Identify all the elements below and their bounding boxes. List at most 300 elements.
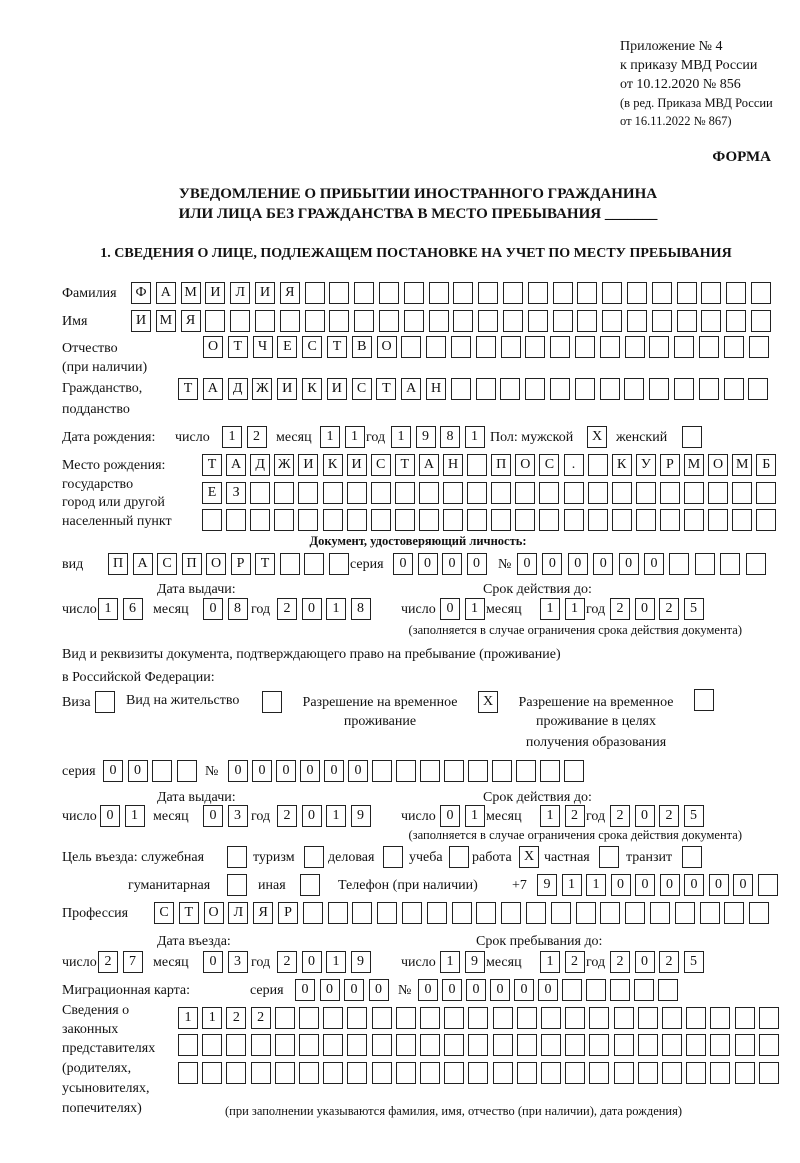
char-cell[interactable]	[444, 1007, 464, 1029]
char-cell[interactable]	[759, 1007, 779, 1029]
char-cell[interactable]	[329, 310, 349, 332]
char-cell[interactable]	[202, 1062, 222, 1084]
char-cell[interactable]	[467, 509, 487, 531]
char-cell[interactable]	[539, 482, 559, 504]
char-cell[interactable]: 0	[442, 979, 462, 1001]
migration-number-field[interactable]	[418, 979, 678, 1001]
char-cell[interactable]	[686, 1034, 706, 1056]
char-cell[interactable]	[515, 509, 535, 531]
char-cell[interactable]: А	[419, 454, 439, 476]
char-cell[interactable]: 9	[351, 805, 371, 827]
char-cell[interactable]: 1	[586, 874, 606, 896]
char-cell[interactable]: Т	[255, 553, 275, 575]
char-cell[interactable]	[429, 310, 449, 332]
char-cell[interactable]	[500, 378, 520, 400]
char-cell[interactable]: 7	[123, 951, 143, 973]
stay-issue-year-field[interactable]	[277, 805, 371, 827]
char-cell[interactable]	[354, 282, 374, 304]
char-cell[interactable]	[328, 902, 348, 924]
char-cell[interactable]	[452, 902, 472, 924]
char-cell[interactable]	[300, 874, 320, 896]
char-cell[interactable]: 0	[619, 553, 639, 575]
profession-field[interactable]	[154, 902, 769, 924]
char-cell[interactable]	[453, 282, 473, 304]
char-cell[interactable]: С	[371, 454, 391, 476]
char-cell[interactable]	[553, 282, 573, 304]
char-cell[interactable]	[305, 310, 325, 332]
char-cell[interactable]	[372, 760, 392, 782]
char-cell[interactable]: П	[182, 553, 202, 575]
char-cell[interactable]: 0	[514, 979, 534, 1001]
char-cell[interactable]: 0	[467, 553, 487, 575]
id-issue-day-field[interactable]	[98, 598, 143, 620]
char-cell[interactable]	[427, 902, 447, 924]
char-cell[interactable]	[396, 760, 416, 782]
char-cell[interactable]: 0	[709, 874, 729, 896]
char-cell[interactable]: Т	[327, 336, 347, 358]
char-cell[interactable]	[305, 282, 325, 304]
char-cell[interactable]	[517, 1062, 537, 1084]
char-cell[interactable]	[625, 902, 645, 924]
char-cell[interactable]: Ф	[131, 282, 151, 304]
char-cell[interactable]: Е	[202, 482, 222, 504]
char-cell[interactable]	[262, 691, 282, 713]
char-cell[interactable]	[759, 1034, 779, 1056]
char-cell[interactable]	[756, 482, 776, 504]
char-cell[interactable]: 0	[442, 553, 462, 575]
char-cell[interactable]	[551, 902, 571, 924]
char-cell[interactable]: 0	[684, 874, 704, 896]
char-cell[interactable]	[467, 454, 487, 476]
char-cell[interactable]	[274, 509, 294, 531]
char-cell[interactable]: Ч	[253, 336, 273, 358]
char-cell[interactable]	[371, 509, 391, 531]
char-cell[interactable]: Е	[277, 336, 297, 358]
char-cell[interactable]: 0	[440, 805, 460, 827]
char-cell[interactable]	[347, 482, 367, 504]
char-cell[interactable]: 1	[465, 805, 485, 827]
char-cell[interactable]	[347, 509, 367, 531]
stay-month-field[interactable]	[540, 951, 585, 973]
char-cell[interactable]: А	[156, 282, 176, 304]
char-cell[interactable]	[602, 310, 622, 332]
char-cell[interactable]: Т	[395, 454, 415, 476]
char-cell[interactable]	[227, 846, 247, 868]
reps-field-row-1[interactable]	[178, 1007, 779, 1029]
entry-year-field[interactable]	[277, 951, 371, 973]
char-cell[interactable]: 0	[611, 874, 631, 896]
char-cell[interactable]: Л	[230, 282, 250, 304]
char-cell[interactable]: 2	[251, 1007, 271, 1029]
char-cell[interactable]	[735, 1007, 755, 1029]
char-cell[interactable]	[177, 760, 197, 782]
char-cell[interactable]	[625, 336, 645, 358]
char-cell[interactable]	[612, 509, 632, 531]
reps-field-row-2[interactable]	[178, 1034, 779, 1056]
char-cell[interactable]	[575, 336, 595, 358]
char-cell[interactable]: 0	[418, 979, 438, 1001]
char-cell[interactable]: 9	[537, 874, 557, 896]
char-cell[interactable]	[323, 482, 343, 504]
char-cell[interactable]	[749, 336, 769, 358]
name-field[interactable]	[131, 310, 771, 332]
char-cell[interactable]: 2	[659, 598, 679, 620]
char-cell[interactable]	[638, 1034, 658, 1056]
char-cell[interactable]: 0	[302, 951, 322, 973]
char-cell[interactable]	[575, 378, 595, 400]
char-cell[interactable]	[493, 1007, 513, 1029]
char-cell[interactable]: 3	[228, 805, 248, 827]
char-cell[interactable]	[528, 282, 548, 304]
char-cell[interactable]	[677, 310, 697, 332]
char-cell[interactable]	[586, 979, 606, 1001]
purpose-official-checkbox[interactable]	[227, 846, 247, 868]
char-cell[interactable]: 0	[203, 598, 223, 620]
char-cell[interactable]	[541, 1062, 561, 1084]
char-cell[interactable]	[347, 1007, 367, 1029]
purpose-study-checkbox[interactable]	[449, 846, 469, 868]
char-cell[interactable]: Н	[426, 378, 446, 400]
char-cell[interactable]	[251, 1034, 271, 1056]
id-valid-day-field[interactable]	[440, 598, 485, 620]
char-cell[interactable]	[323, 1062, 343, 1084]
char-cell[interactable]	[662, 1007, 682, 1029]
char-cell[interactable]	[444, 760, 464, 782]
char-cell[interactable]	[493, 1062, 513, 1084]
char-cell[interactable]	[395, 509, 415, 531]
birthplace-field-row-2[interactable]	[202, 482, 776, 504]
id-series-field[interactable]	[393, 553, 487, 575]
char-cell[interactable]	[636, 509, 656, 531]
id-valid-year-field[interactable]	[610, 598, 704, 620]
char-cell[interactable]: О	[515, 454, 535, 476]
char-cell[interactable]	[404, 282, 424, 304]
char-cell[interactable]	[478, 310, 498, 332]
char-cell[interactable]	[205, 310, 225, 332]
char-cell[interactable]: 0	[593, 553, 613, 575]
char-cell[interactable]	[526, 902, 546, 924]
char-cell[interactable]	[726, 310, 746, 332]
char-cell[interactable]: А	[226, 454, 246, 476]
char-cell[interactable]	[95, 691, 115, 713]
char-cell[interactable]	[372, 1034, 392, 1056]
char-cell[interactable]: 2	[247, 426, 267, 448]
char-cell[interactable]	[588, 509, 608, 531]
char-cell[interactable]: Я	[253, 902, 273, 924]
char-cell[interactable]: 2	[277, 805, 297, 827]
char-cell[interactable]: З	[226, 482, 246, 504]
char-cell[interactable]	[274, 482, 294, 504]
char-cell[interactable]	[275, 1007, 295, 1029]
char-cell[interactable]	[280, 553, 300, 575]
char-cell[interactable]	[396, 1034, 416, 1056]
char-cell[interactable]	[589, 1007, 609, 1029]
char-cell[interactable]	[724, 378, 744, 400]
char-cell[interactable]	[599, 846, 619, 868]
char-cell[interactable]	[420, 1062, 440, 1084]
char-cell[interactable]: Р	[660, 454, 680, 476]
residence-permit-checkbox[interactable]	[262, 691, 282, 713]
char-cell[interactable]	[634, 979, 654, 1001]
char-cell[interactable]	[710, 1007, 730, 1029]
char-cell[interactable]: 1	[540, 951, 560, 973]
edu-permit-checkbox[interactable]	[694, 689, 714, 711]
id-valid-month-field[interactable]	[540, 598, 585, 620]
char-cell[interactable]	[686, 1062, 706, 1084]
char-cell[interactable]	[614, 1062, 634, 1084]
char-cell[interactable]	[476, 902, 496, 924]
char-cell[interactable]: С	[302, 336, 322, 358]
char-cell[interactable]	[476, 336, 496, 358]
patronymic-field[interactable]	[203, 336, 769, 358]
purpose-tourism-checkbox[interactable]	[304, 846, 324, 868]
char-cell[interactable]	[401, 336, 421, 358]
char-cell[interactable]	[492, 760, 512, 782]
char-cell[interactable]	[226, 509, 246, 531]
char-cell[interactable]	[525, 378, 545, 400]
char-cell[interactable]	[352, 902, 372, 924]
char-cell[interactable]: И	[327, 378, 347, 400]
char-cell[interactable]: О	[203, 336, 223, 358]
char-cell[interactable]: 0	[344, 979, 364, 1001]
id-number-field[interactable]	[517, 553, 766, 575]
char-cell[interactable]: 0	[660, 874, 680, 896]
char-cell[interactable]: М	[732, 454, 752, 476]
char-cell[interactable]: Ж	[252, 378, 272, 400]
stay-valid-day-field[interactable]	[440, 805, 485, 827]
char-cell[interactable]: М	[684, 454, 704, 476]
char-cell[interactable]: 0	[369, 979, 389, 1001]
char-cell[interactable]	[565, 1062, 585, 1084]
char-cell[interactable]: 1	[465, 598, 485, 620]
sex-male-checkbox[interactable]	[587, 426, 607, 448]
char-cell[interactable]	[250, 509, 270, 531]
stay-valid-year-field[interactable]	[610, 805, 704, 827]
char-cell[interactable]	[517, 1007, 537, 1029]
char-cell[interactable]	[588, 482, 608, 504]
char-cell[interactable]	[377, 902, 397, 924]
char-cell[interactable]	[525, 336, 545, 358]
char-cell[interactable]	[682, 846, 702, 868]
char-cell[interactable]	[701, 310, 721, 332]
char-cell[interactable]: 5	[684, 805, 704, 827]
char-cell[interactable]	[255, 310, 275, 332]
purpose-work-checkbox[interactable]	[519, 846, 539, 868]
char-cell[interactable]	[528, 310, 548, 332]
char-cell[interactable]: Т	[178, 378, 198, 400]
char-cell[interactable]: .	[564, 454, 584, 476]
char-cell[interactable]: 1	[202, 1007, 222, 1029]
char-cell[interactable]	[230, 310, 250, 332]
char-cell[interactable]: О	[206, 553, 226, 575]
char-cell[interactable]	[478, 282, 498, 304]
char-cell[interactable]	[695, 553, 715, 575]
char-cell[interactable]: 6	[123, 598, 143, 620]
char-cell[interactable]	[669, 553, 689, 575]
char-cell[interactable]: Д	[250, 454, 270, 476]
char-cell[interactable]	[749, 902, 769, 924]
char-cell[interactable]	[451, 336, 471, 358]
birthplace-field-row-1[interactable]	[202, 454, 776, 476]
char-cell[interactable]: 0	[490, 979, 510, 1001]
char-cell[interactable]: 1	[125, 805, 145, 827]
char-cell[interactable]	[686, 1007, 706, 1029]
stay-year-field[interactable]	[610, 951, 704, 973]
char-cell[interactable]	[564, 482, 584, 504]
char-cell[interactable]	[299, 1007, 319, 1029]
char-cell[interactable]	[468, 1062, 488, 1084]
char-cell[interactable]: 0	[300, 760, 320, 782]
char-cell[interactable]: 0	[203, 951, 223, 973]
char-cell[interactable]: X	[519, 846, 539, 868]
char-cell[interactable]: Т	[202, 454, 222, 476]
char-cell[interactable]: А	[133, 553, 153, 575]
char-cell[interactable]	[420, 760, 440, 782]
char-cell[interactable]: 1	[98, 598, 118, 620]
char-cell[interactable]	[562, 979, 582, 1001]
char-cell[interactable]: Т	[228, 336, 248, 358]
char-cell[interactable]	[404, 310, 424, 332]
char-cell[interactable]	[491, 482, 511, 504]
char-cell[interactable]	[303, 902, 323, 924]
char-cell[interactable]	[576, 902, 596, 924]
char-cell[interactable]: В	[352, 336, 372, 358]
char-cell[interactable]	[610, 979, 630, 1001]
char-cell[interactable]: 0	[276, 760, 296, 782]
char-cell[interactable]	[550, 378, 570, 400]
char-cell[interactable]	[710, 1034, 730, 1056]
char-cell[interactable]	[636, 482, 656, 504]
char-cell[interactable]	[758, 874, 778, 896]
char-cell[interactable]	[202, 1034, 222, 1056]
char-cell[interactable]: 1	[465, 426, 485, 448]
char-cell[interactable]	[516, 760, 536, 782]
char-cell[interactable]	[638, 1062, 658, 1084]
char-cell[interactable]	[701, 282, 721, 304]
char-cell[interactable]	[600, 378, 620, 400]
char-cell[interactable]	[449, 846, 469, 868]
phone-field[interactable]	[537, 874, 778, 896]
char-cell[interactable]: П	[491, 454, 511, 476]
char-cell[interactable]	[751, 282, 771, 304]
char-cell[interactable]: 2	[277, 951, 297, 973]
char-cell[interactable]: 1	[540, 598, 560, 620]
char-cell[interactable]: 2	[565, 951, 585, 973]
stay-issue-day-field[interactable]	[100, 805, 145, 827]
citizenship-field[interactable]	[178, 378, 768, 400]
char-cell[interactable]	[372, 1007, 392, 1029]
char-cell[interactable]	[708, 482, 728, 504]
char-cell[interactable]	[638, 1007, 658, 1029]
char-cell[interactable]: 1	[345, 426, 365, 448]
char-cell[interactable]: 0	[128, 760, 148, 782]
temp-permit-checkbox[interactable]	[478, 691, 498, 713]
char-cell[interactable]	[298, 482, 318, 504]
char-cell[interactable]: 1	[562, 874, 582, 896]
char-cell[interactable]	[493, 1034, 513, 1056]
char-cell[interactable]: И	[347, 454, 367, 476]
char-cell[interactable]	[699, 378, 719, 400]
char-cell[interactable]	[396, 1007, 416, 1029]
char-cell[interactable]: X	[478, 691, 498, 713]
char-cell[interactable]: 0	[100, 805, 120, 827]
stay-number-field[interactable]	[228, 760, 584, 782]
char-cell[interactable]	[708, 509, 728, 531]
char-cell[interactable]	[649, 336, 669, 358]
char-cell[interactable]: X	[587, 426, 607, 448]
purpose-business-checkbox[interactable]	[383, 846, 403, 868]
char-cell[interactable]	[541, 1034, 561, 1056]
char-cell[interactable]: 0	[348, 760, 368, 782]
stay-series-field[interactable]	[103, 760, 197, 782]
char-cell[interactable]	[329, 553, 349, 575]
char-cell[interactable]: Б	[756, 454, 776, 476]
char-cell[interactable]	[419, 482, 439, 504]
char-cell[interactable]	[724, 902, 744, 924]
char-cell[interactable]	[275, 1034, 295, 1056]
char-cell[interactable]	[453, 310, 473, 332]
char-cell[interactable]	[699, 336, 719, 358]
char-cell[interactable]: У	[636, 454, 656, 476]
char-cell[interactable]: 8	[440, 426, 460, 448]
char-cell[interactable]: 2	[659, 805, 679, 827]
char-cell[interactable]	[304, 846, 324, 868]
char-cell[interactable]: 9	[416, 426, 436, 448]
char-cell[interactable]: 2	[565, 805, 585, 827]
char-cell[interactable]: К	[323, 454, 343, 476]
char-cell[interactable]: А	[401, 378, 421, 400]
char-cell[interactable]: 2	[98, 951, 118, 973]
char-cell[interactable]	[226, 1062, 246, 1084]
char-cell[interactable]: О	[204, 902, 224, 924]
char-cell[interactable]: 0	[324, 760, 344, 782]
char-cell[interactable]	[614, 1007, 634, 1029]
char-cell[interactable]: 0	[635, 805, 655, 827]
char-cell[interactable]	[735, 1062, 755, 1084]
purpose-private-checkbox[interactable]	[599, 846, 619, 868]
char-cell[interactable]	[564, 509, 584, 531]
char-cell[interactable]: П	[108, 553, 128, 575]
char-cell[interactable]	[178, 1062, 198, 1084]
char-cell[interactable]	[652, 282, 672, 304]
char-cell[interactable]: 0	[203, 805, 223, 827]
char-cell[interactable]: И	[255, 282, 275, 304]
char-cell[interactable]	[600, 336, 620, 358]
stay-valid-month-field[interactable]	[540, 805, 585, 827]
char-cell[interactable]	[503, 310, 523, 332]
char-cell[interactable]	[420, 1007, 440, 1029]
char-cell[interactable]	[662, 1062, 682, 1084]
char-cell[interactable]	[347, 1062, 367, 1084]
char-cell[interactable]: 1	[326, 805, 346, 827]
char-cell[interactable]	[720, 553, 740, 575]
char-cell[interactable]	[674, 378, 694, 400]
char-cell[interactable]	[402, 902, 422, 924]
char-cell[interactable]: 2	[226, 1007, 246, 1029]
char-cell[interactable]	[178, 1034, 198, 1056]
char-cell[interactable]	[694, 689, 714, 711]
char-cell[interactable]	[420, 1034, 440, 1056]
char-cell[interactable]: 2	[610, 805, 630, 827]
char-cell[interactable]	[501, 336, 521, 358]
char-cell[interactable]	[658, 979, 678, 1001]
char-cell[interactable]: Р	[278, 902, 298, 924]
char-cell[interactable]	[323, 1034, 343, 1056]
char-cell[interactable]	[540, 760, 560, 782]
char-cell[interactable]: 0	[733, 874, 753, 896]
char-cell[interactable]	[379, 310, 399, 332]
char-cell[interactable]	[600, 902, 620, 924]
